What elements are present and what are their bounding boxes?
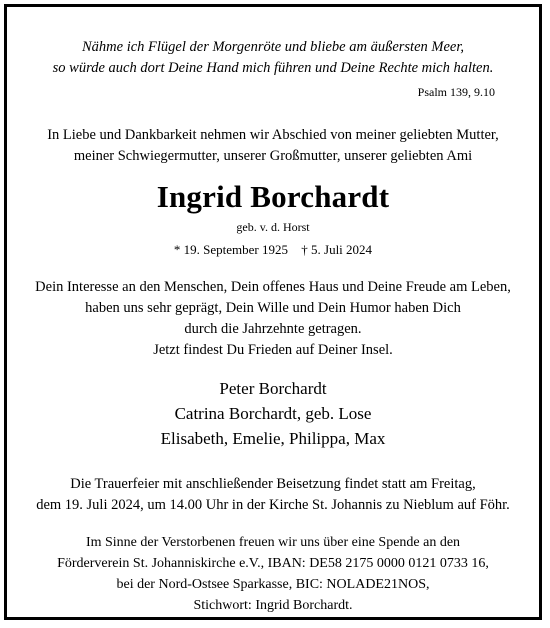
deceased-name: Ingrid Borchardt [156, 179, 390, 214]
donation-line: Förderverein St. Johanniskirche e.V., IBAN: DE58 2175 0000 0121 0733 16, [57, 556, 489, 571]
mourner-line: Catrina Borchardt, geb. Lose [174, 404, 372, 423]
bible-verse [7, 37, 539, 79]
mourner-line: Peter Borchardt [219, 379, 327, 398]
donation-info [7, 532, 539, 616]
intro-line: In Liebe und Dankbarkeit nehmen wir Abschied von meiner geliebten Mutter, [47, 127, 499, 143]
donation-line: bei der Nord-Ostsee Sparkasse, BIC: NOLADE21NOS, [116, 577, 430, 592]
verse-reference: Psalm 139, 9.10 [417, 85, 495, 99]
service-line: Die Trauerfeier mit anschließender Beisetzung findet statt am Freitag, [70, 476, 476, 492]
mourner-line: Elisabeth, Emelie, Philippa, Max [160, 429, 386, 448]
tribute-line: haben uns sehr geprägt, Dein Wille und Dein Humor haben Dich [85, 300, 461, 316]
tribute-text [7, 277, 539, 361]
obituary-notice [4, 4, 542, 620]
service-line: dem 19. Juli 2024, um 14.00 Uhr in der Kirche St. Johannis zu Nieblum auf Föhr. [36, 497, 510, 513]
donation-line: Stichwort: Ingrid Borchardt. [193, 598, 353, 613]
mourners-list [7, 376, 539, 451]
birth-date: * 19. September 1925 [173, 242, 289, 257]
death-date: † 5. Juli 2024 [301, 242, 373, 257]
farewell-intro [7, 125, 539, 167]
verse-line: so würde auch dort Deine Hand mich führen und Deine Rechte mich halten. [52, 60, 494, 76]
donation-line: Im Sinne der Verstorbenen freuen wir uns über eine Spende an den [85, 535, 461, 550]
intro-line: meiner Schwiegermutter, unserer Großmutter, unserer geliebten Ami [73, 148, 473, 164]
tribute-line: Jetzt findest Du Frieden auf Deiner Insel. [153, 342, 393, 358]
birth-name: geb. v. d. Horst [236, 220, 310, 234]
verse-line: Nähme ich Flügel der Morgenröte und bliebe am äußersten Meer, [81, 39, 465, 55]
tribute-line: durch die Jahrzehnte getragen. [184, 321, 362, 337]
life-dates [7, 242, 539, 258]
funeral-service-info [7, 474, 539, 516]
tribute-line: Dein Interesse an den Menschen, Dein offenes Haus und Deine Freude am Leben, [35, 279, 511, 295]
